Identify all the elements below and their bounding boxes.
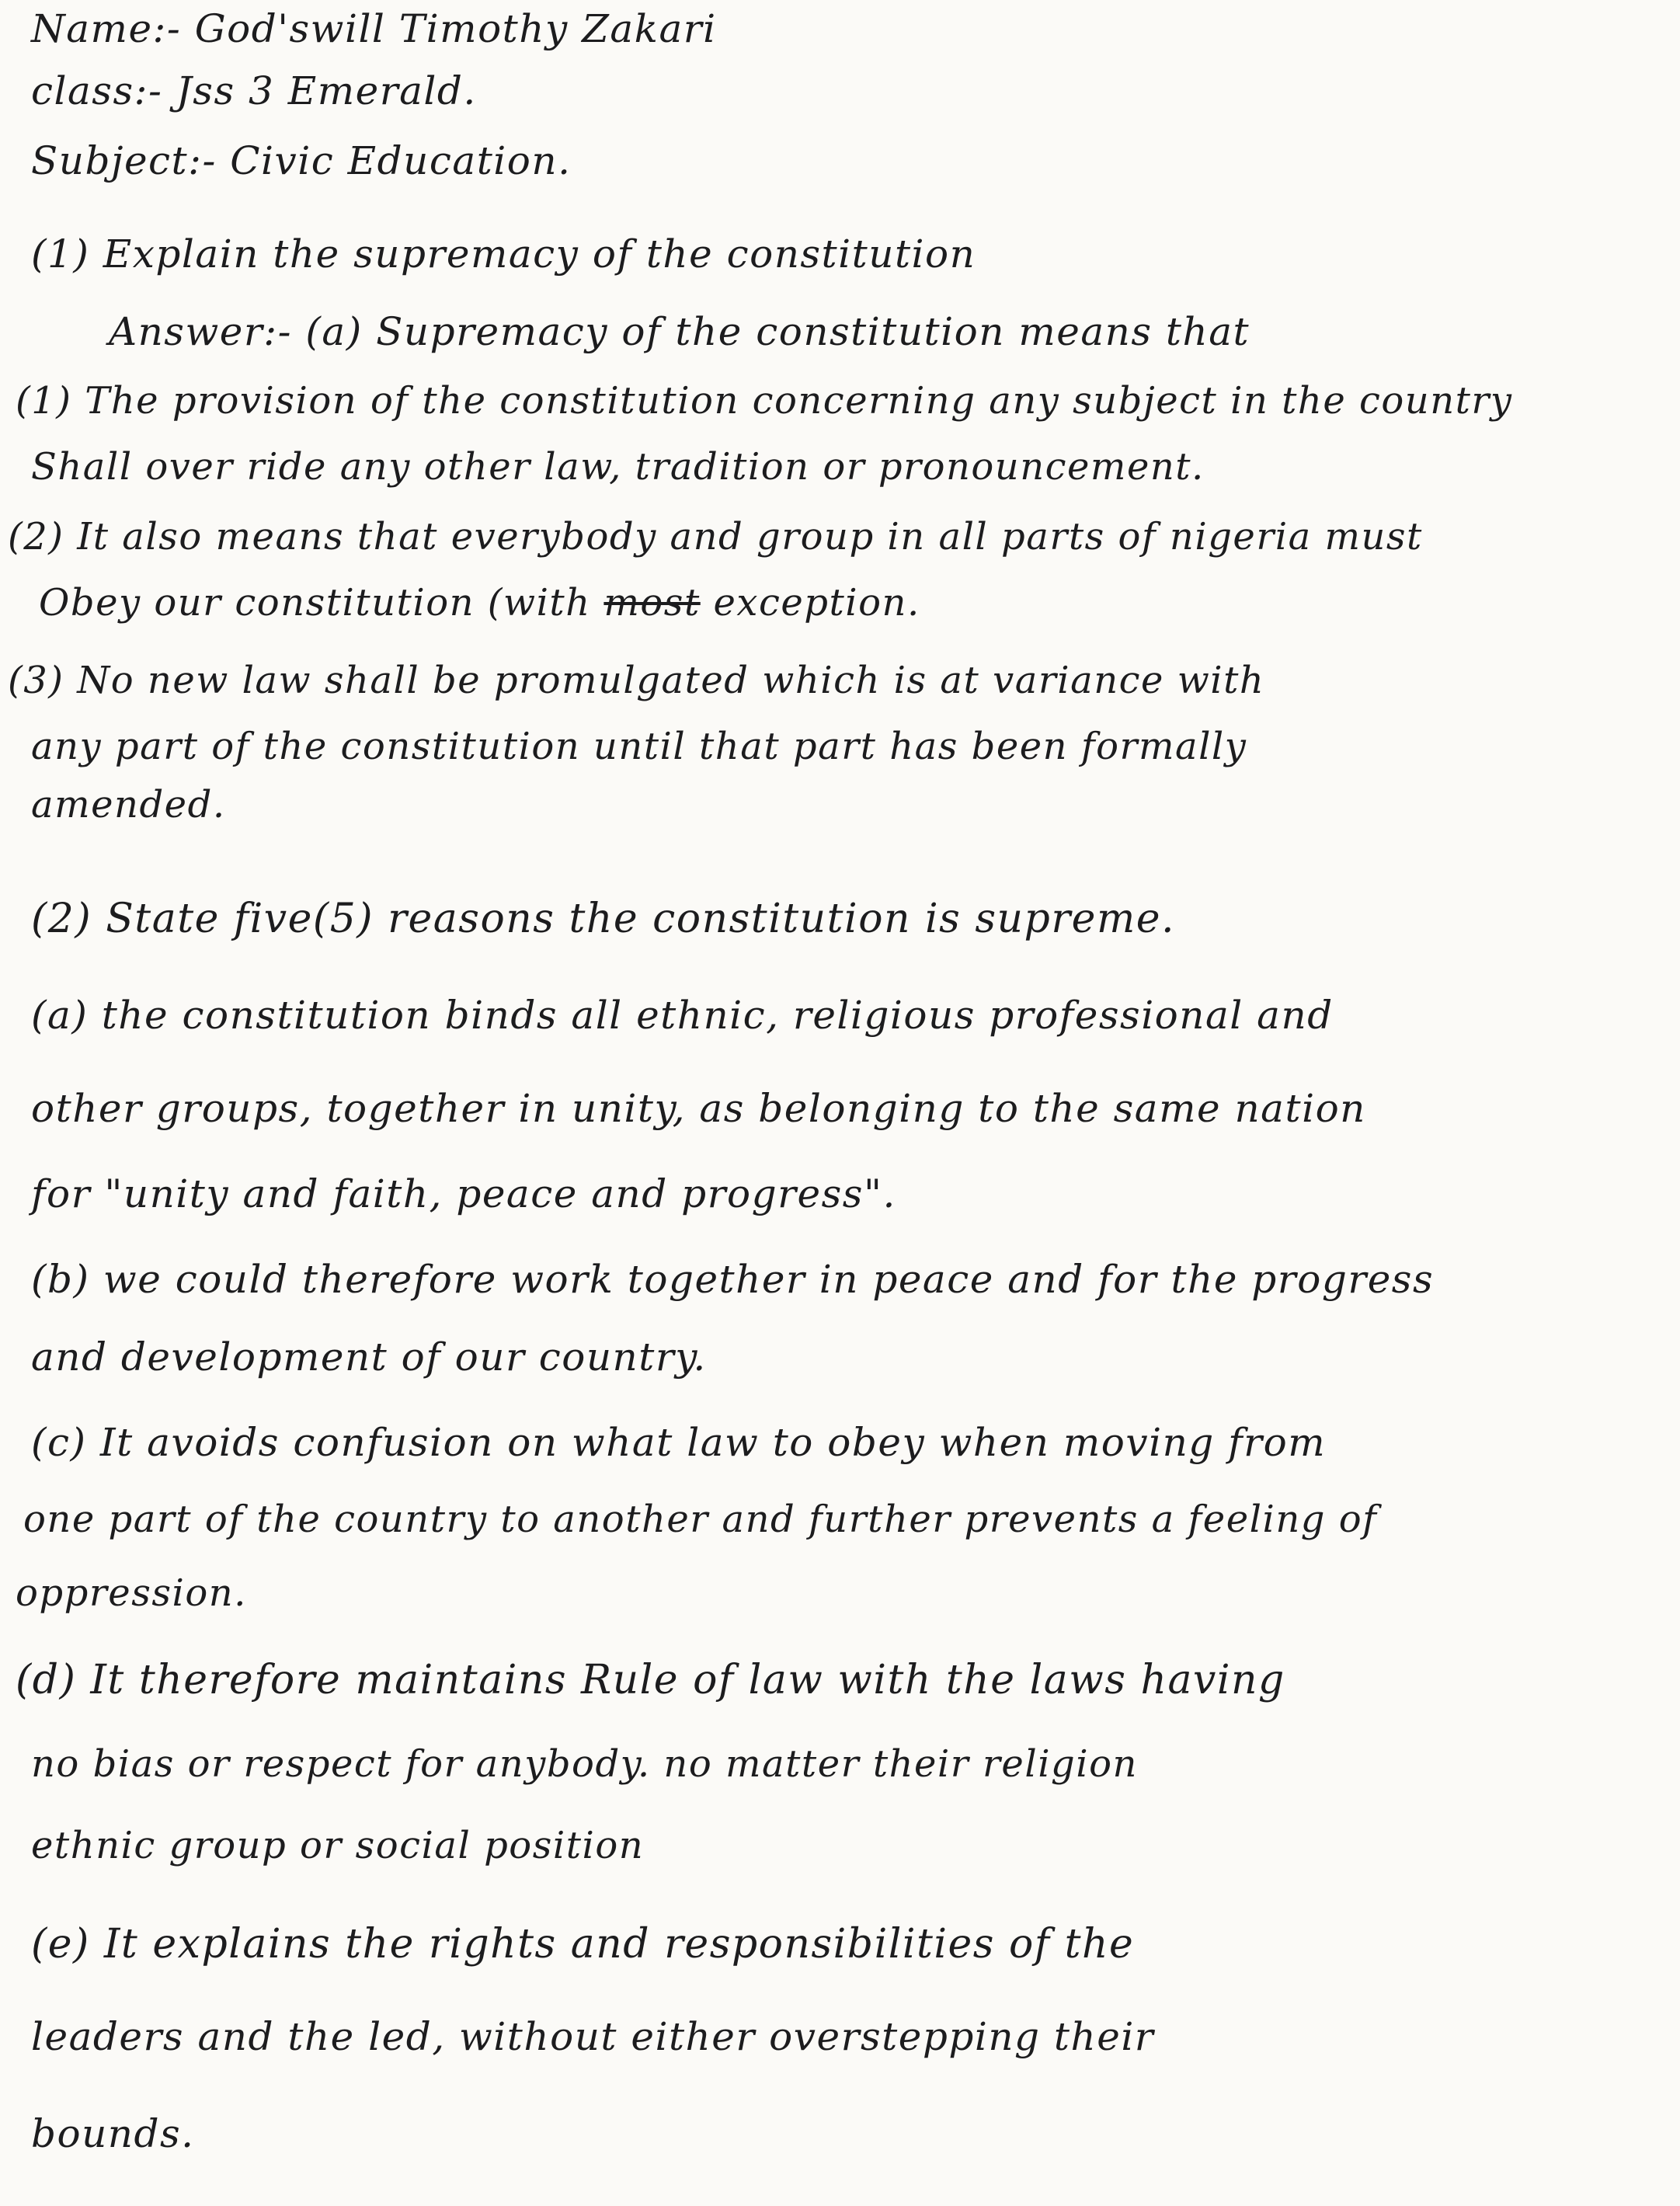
answer-intro: Answer:- (a) Supremacy of the constitution means that [109,309,1250,354]
q2-line-4: (b) we could therefore work together in peace and for the progress [31,1257,1435,1302]
q2-line-12: (e) It explains the rights and responsibilities of the [31,1921,1135,1968]
q1-point-3-end: amended. [31,783,226,826]
q2-line-3: for "unity and faith, peace and progress". [31,1171,896,1216]
student-class: class:- Jss 3 Emerald. [31,68,477,113]
q2-line-1: (a) the constitution binds all ethnic, religious professional and [31,993,1334,1038]
exception-text: exception. [713,581,920,625]
question-2: (2) State five(5) reasons the constitution is supreme. [31,896,1176,942]
q1-point-2: (2) It also means that everybody and group in all parts of nigeria must [8,515,1423,558]
obey-text: Obey our constitution (with [39,581,591,625]
q2-line-9: (d) It therefore maintains Rule of law with the laws having [16,1657,1285,1703]
subject-line: Subject:- Civic Education. [31,138,572,183]
q2-line-8: oppression. [16,1571,247,1615]
q1-point-3-cont: any part of the constitution until that part has been formally [31,725,1247,768]
q1-point-3: (3) No new law shall be promulgated which is at variance with [8,659,1265,702]
q2-line-2: other groups, together in unity, as belonging to the same nation [31,1086,1366,1131]
q2-line-14: bounds. [31,2111,195,2156]
q2-line-13: leaders and the led, without either overstepping their [31,2014,1155,2059]
q2-line-11: ethnic group or social position [31,1824,645,1867]
q1-point-1-cont: Shall over ride any other law, tradition or pronouncement. [31,445,1205,489]
q1-point-1: (1) The provision of the constitution concerning any subject in the country [16,379,1513,423]
q1-point-2-cont [39,583,920,624]
crossed-out-word: most [603,581,701,625]
q2-line-5: and development of our country. [31,1334,707,1380]
q2-line-7: one part of the country to another and further prevents a feeling of [23,1498,1378,1541]
q2-line-6: (c) It avoids confusion on what law to obey when moving from [31,1420,1327,1465]
question-1: (1) Explain the supremacy of the constitution [31,231,976,277]
student-name: Name:- God'swill Timothy Zakari [31,6,717,51]
q2-line-10: no bias or respect for anybody. no matter their religion [31,1742,1138,1786]
